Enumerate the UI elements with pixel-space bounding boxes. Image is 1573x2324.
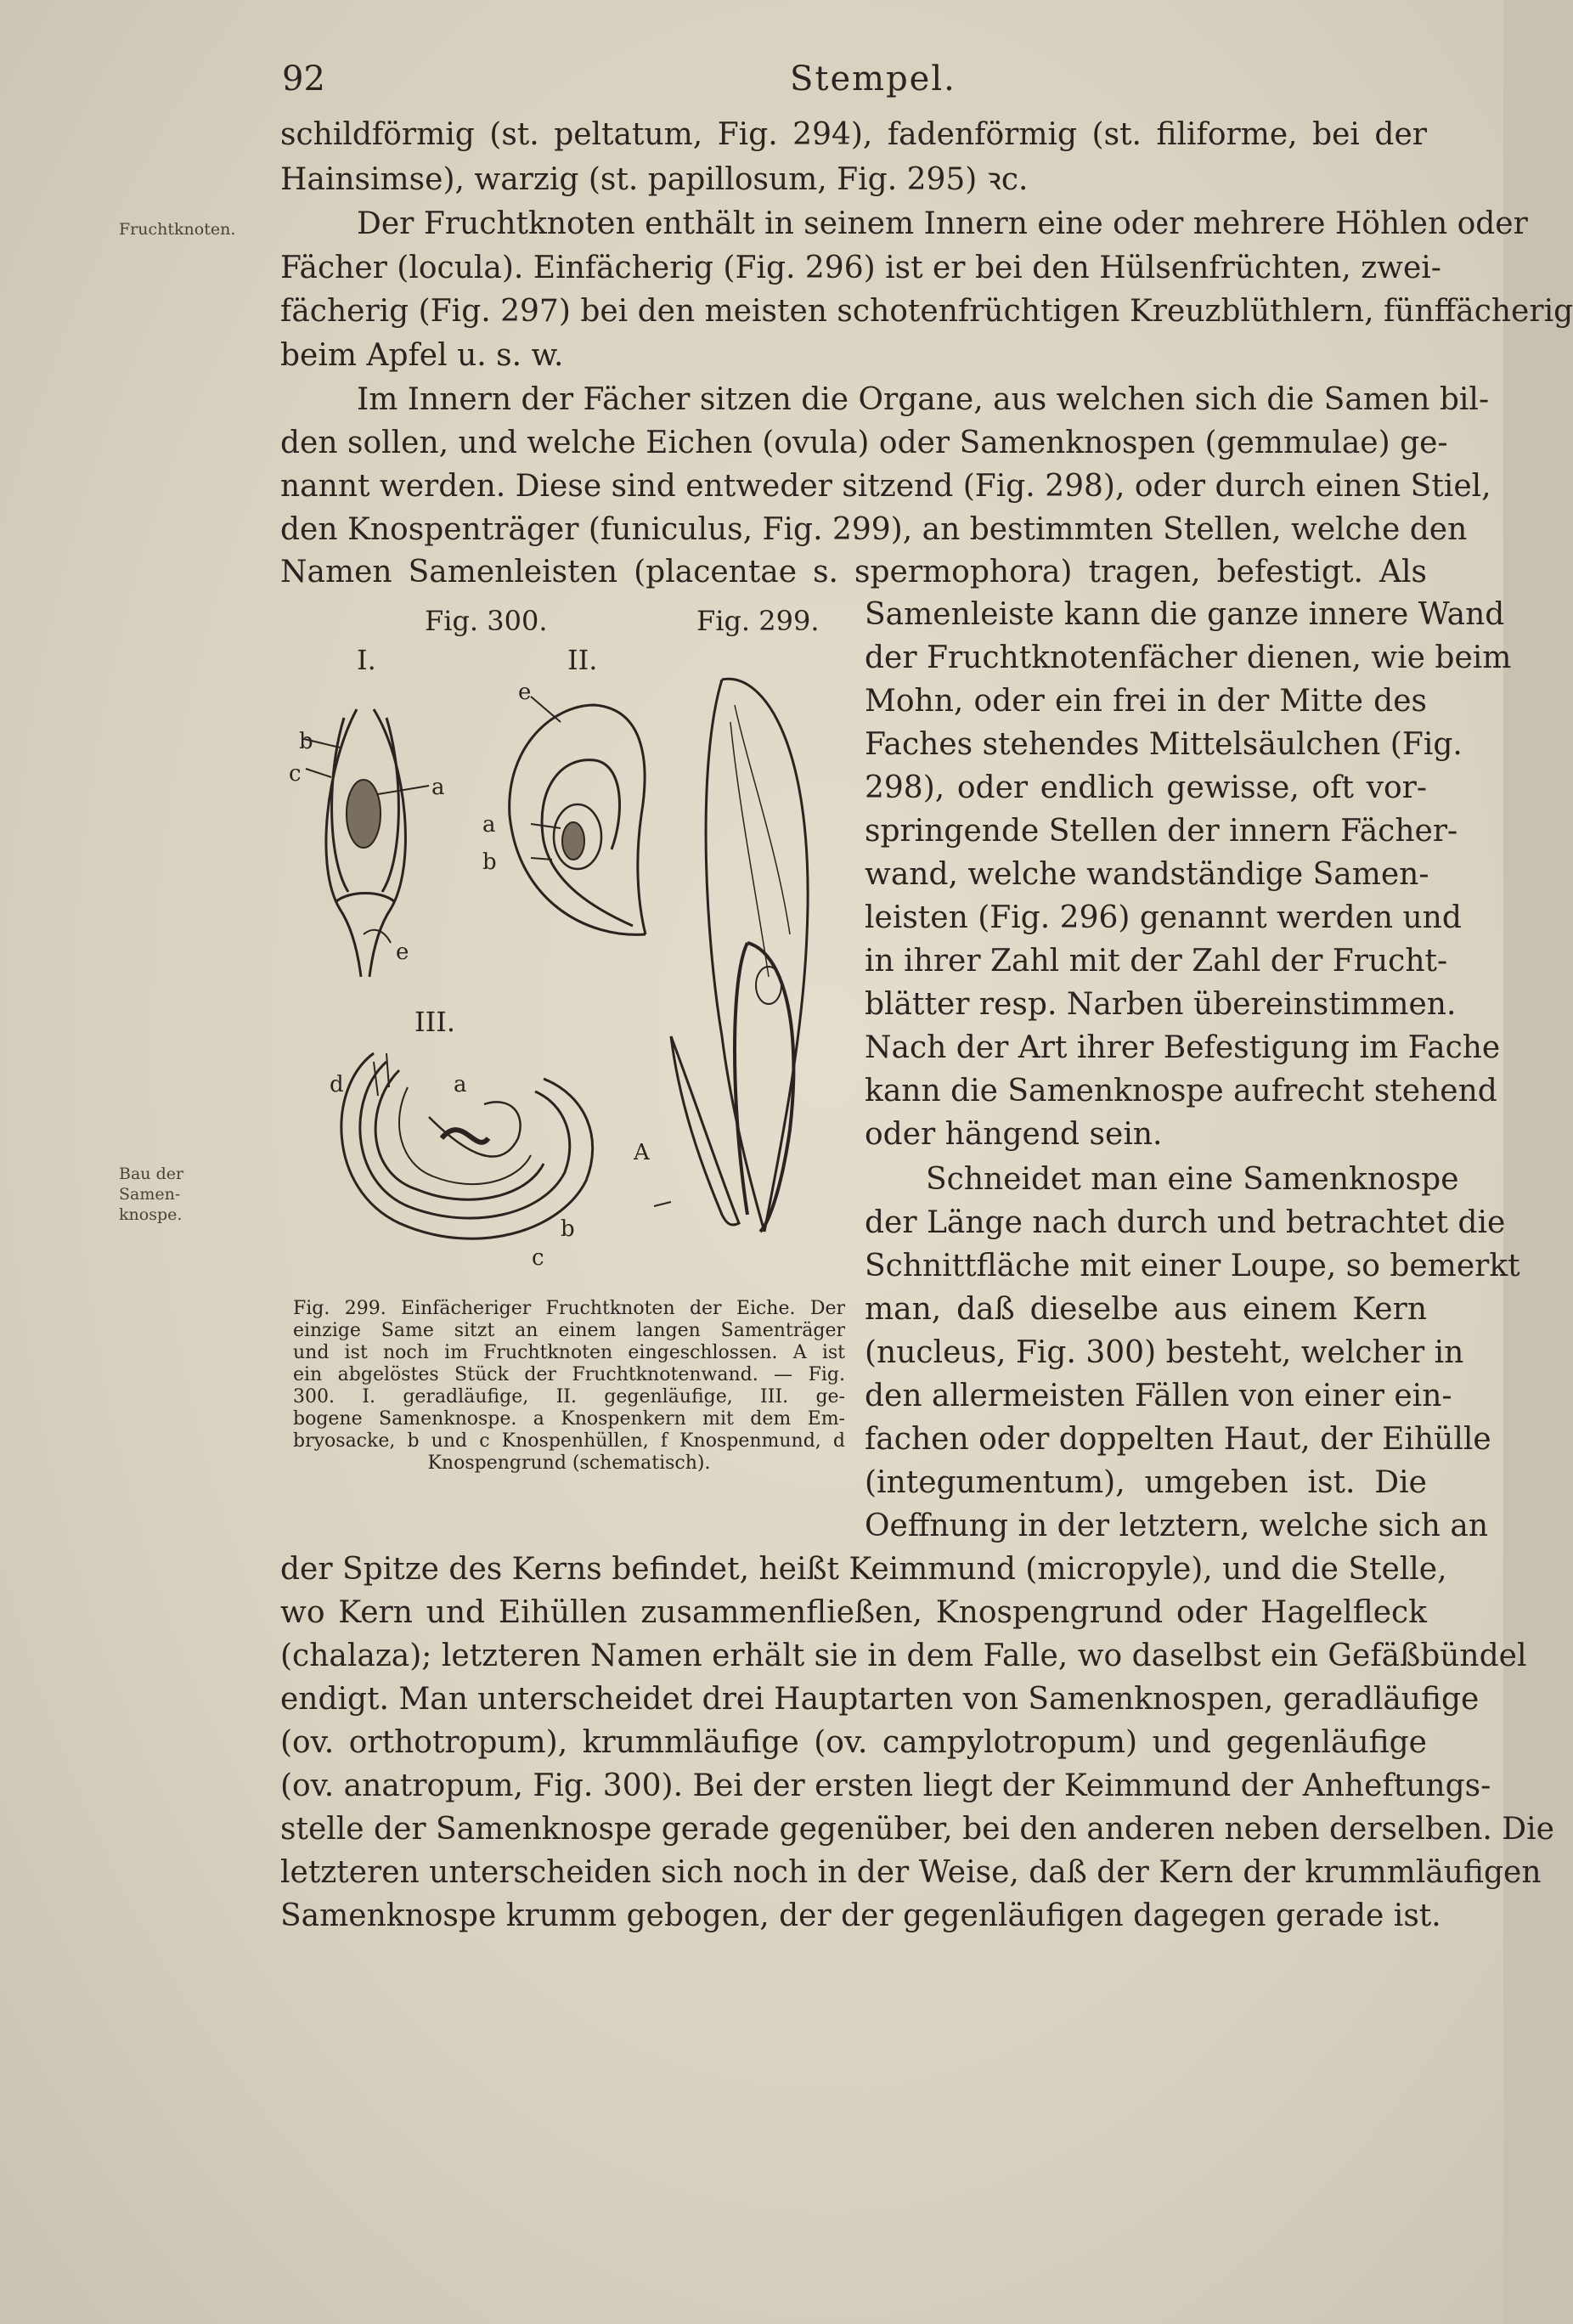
text-line: Namen Samenleisten (placentae s. spermophora) tragen, befestigt. Als xyxy=(280,555,1427,589)
text-line: der Fruchtknotenfächer dienen, wie beim xyxy=(865,640,1512,675)
figure-roman-label: II. xyxy=(567,644,598,676)
text-line: wand, welche wandständige Samen- xyxy=(865,857,1429,892)
text-line: (integumentum), umgeben ist. Die xyxy=(865,1465,1427,1500)
text-line: Schnittfläche mit einer Loupe, so bemerkt xyxy=(865,1249,1520,1283)
figure-letter: d xyxy=(330,1072,344,1097)
figure-letter: b xyxy=(561,1216,575,1242)
figure-letter: a xyxy=(454,1072,467,1097)
text-line: Faches stehendes Mittelsäulchen (Fig. xyxy=(865,727,1463,762)
caption-line: einzige Same sitzt an einem langen Samenträger xyxy=(293,1320,845,1341)
text-line: (chalaza); letzteren Namen erhält sie in dem Falle, wo daselbst ein Gefäßbündel xyxy=(280,1639,1527,1673)
text-line: stelle der Samenknospe gerade gegenüber, bei den anderen neben derselben. Die xyxy=(280,1812,1554,1847)
text-line: Samenknospe krumm gebogen, der der gegenläufigen dagegen gerade ist. xyxy=(280,1898,1441,1933)
text-line: Schneidet man eine Samenknospe xyxy=(926,1162,1459,1197)
text-line: in ihrer Zahl mit der Zahl der Frucht- xyxy=(865,944,1448,979)
caption-line: bryosacke, b und c Knospenhüllen, f Knospenmund, d xyxy=(293,1430,845,1452)
text-line: Mohn, oder ein frei in der Mitte des xyxy=(865,684,1427,719)
text-line: (nucleus, Fig. 300) besteht, welcher in xyxy=(865,1335,1464,1370)
text-line: den sollen, und welche Eichen (ovula) oder Samenknospen (gemmulae) ge- xyxy=(280,426,1448,460)
text-line: oder hängend sein. xyxy=(865,1117,1163,1152)
caption-line: 300. I. geradläufige, II. gegenläufige, III. ge- xyxy=(293,1386,845,1407)
caption-line: Knospengrund (schematisch). xyxy=(427,1452,711,1474)
text-line: Der Fruchtknoten enthält in seinem Innern eine oder mehrere Höhlen oder xyxy=(357,206,1528,241)
figure-letter: A xyxy=(634,1140,650,1165)
figure-letter: a xyxy=(431,775,445,800)
text-line: (ov. anatropum, Fig. 300). Bei der ersten liegt der Keimmund der Anheftungs- xyxy=(280,1768,1491,1803)
text-line: leisten (Fig. 296) genannt werden und xyxy=(865,900,1462,935)
text-line: der Länge nach durch und betrachtet die xyxy=(865,1205,1506,1240)
figure-label-299: Fig. 299. xyxy=(696,605,820,637)
text-line: Oeffnung in der letztern, welche sich an xyxy=(865,1509,1489,1543)
text-line: fachen oder doppelten Haut, der Eihülle xyxy=(865,1422,1491,1457)
text-line: kann die Samenknospe aufrecht stehend xyxy=(865,1074,1497,1108)
page-number: 92 xyxy=(282,59,325,99)
figure-letter: b xyxy=(482,849,497,875)
text-line: beim Apfel u. s. w. xyxy=(280,338,564,373)
figure-letter: c xyxy=(289,761,302,787)
text-line: Hainsimse), warzig (st. papillosum, Fig. 295) ꝛc. xyxy=(280,162,1029,197)
figure-label-300: Fig. 300. xyxy=(425,605,548,637)
text-line: springende Stellen der innern Fächer- xyxy=(865,814,1458,849)
text-line: den Knospenträger (funiculus, Fig. 299), an bestimmten Stellen, welche den xyxy=(280,512,1468,547)
figure-letter: e xyxy=(396,939,409,965)
caption-line: bogene Samenknospe. a Knospenkern mit dem Em- xyxy=(293,1408,845,1430)
caption-line: und ist noch im Fruchtknoten eingeschlossen. A ist xyxy=(293,1342,845,1363)
text-line: (ov. orthotropum), krummläufige (ov. campylotropum) und gegenläufige xyxy=(280,1725,1427,1760)
text-line: endigt. Man unterscheidet drei Hauptarten von Samenknospen, geradläufige xyxy=(280,1682,1480,1717)
margin-note-line: knospe. xyxy=(119,1205,183,1224)
figure-letter: a xyxy=(482,812,496,838)
text-line: der Spitze des Kerns befindet, heißt Keimmund (micropyle), und die Stelle, xyxy=(280,1552,1447,1587)
text-line: den allermeisten Fällen von einer ein- xyxy=(865,1379,1452,1413)
text-line: Nach der Art ihrer Befestigung im Fache xyxy=(865,1030,1501,1065)
running-title: Stempel. xyxy=(790,59,956,99)
text-line: 298), oder endlich gewisse, oft vor- xyxy=(865,770,1427,805)
figure-roman-label: I. xyxy=(357,644,376,676)
caption-line: ein abgelöstes Stück der Fruchtknotenwand. — Fig. xyxy=(293,1364,845,1385)
text-line: man, daß dieselbe aus einem Kern xyxy=(865,1292,1427,1327)
text-line: fächerig (Fig. 297) bei den meisten schotenfrüchtigen Kreuzblüthlern, fünffächerig xyxy=(280,294,1573,329)
figure-roman-label: III. xyxy=(414,1006,456,1038)
margin-note-line: Bau der xyxy=(119,1165,184,1183)
figure-letter: e xyxy=(518,680,532,705)
text-line: wo Kern und Eihüllen zusammenfließen, Knospengrund oder Hagelfleck xyxy=(280,1595,1427,1630)
text-line: blätter resp. Narben übereinstimmen. xyxy=(865,987,1457,1022)
margin-note-fruchtknoten: Fruchtknoten. xyxy=(119,220,236,239)
margin-note-line: Samen- xyxy=(119,1185,181,1204)
text-line: letzteren unterscheiden sich noch in der Weise, daß der Kern der krummläufigen xyxy=(280,1855,1542,1890)
caption-line: Fig. 299. Einfächeriger Fruchtknoten der Eiche. Der xyxy=(293,1298,845,1319)
text-line: Samenleiste kann die ganze innere Wand xyxy=(865,597,1505,632)
text-line: Fächer (locula). Einfächerig (Fig. 296) ist er bei den Hülsenfrüchten, zwei- xyxy=(280,251,1441,285)
text-line: nannt werden. Diese sind entweder sitzend (Fig. 298), oder durch einen Stiel, xyxy=(280,469,1491,504)
text-line: schildförmig (st. peltatum, Fig. 294), fadenförmig (st. filiforme, bei der xyxy=(280,117,1427,152)
figure-caption xyxy=(293,1298,845,1475)
text-line: Im Innern der Fächer sitzen die Organe, aus welchen sich die Samen bil- xyxy=(357,382,1490,417)
figure-letter: c xyxy=(532,1245,544,1271)
figure-letter: b xyxy=(299,729,313,754)
